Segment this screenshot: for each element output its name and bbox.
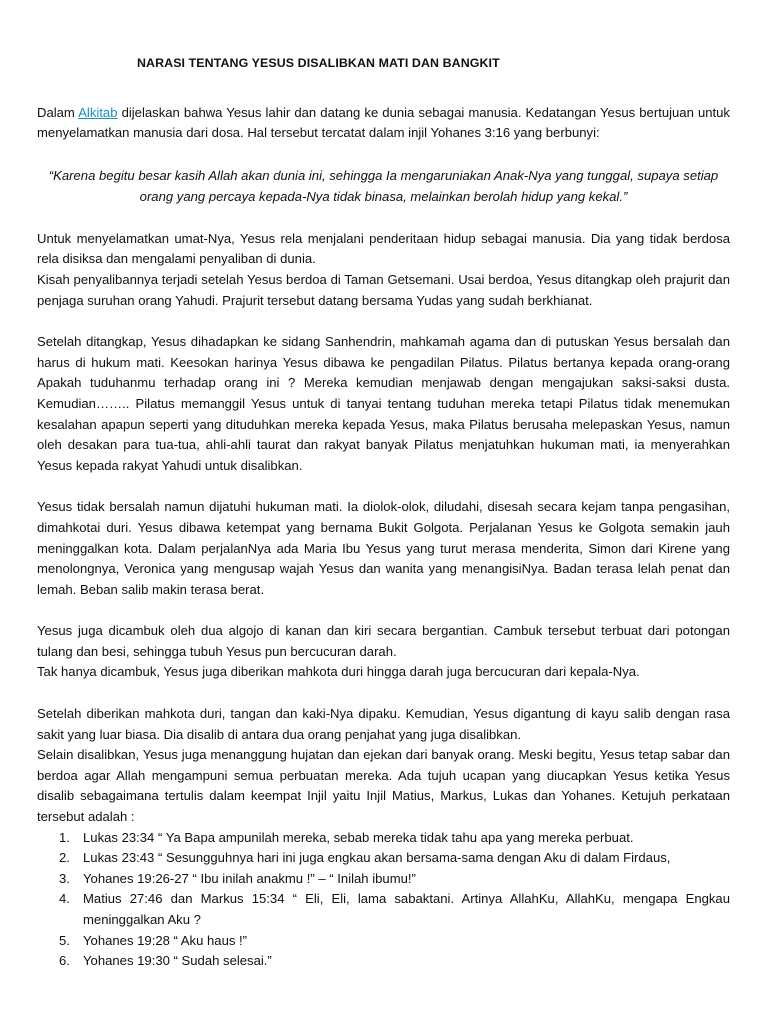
- intro-after-link: dijelaskan bahwa Yesus lahir dan datang ke dunia sebagai manusia. Kedatangan Yesus bertujuan untuk menyelamatkan manusia dari dosa. Hal tersebut tercatat dalam injil Yohanes 3:16 yang berbunyi:: [37, 104, 730, 141]
- paragraph-seven-sayings-intro: Selain disalibkan, Yesus juga menanggung hujatan dan ejekan dari banyak orang. Meski begitu, Yesus tetap sabar dan berdoa agar Allah mengampuni semua perbuatan mereka. Ada tujuh ucapan yang diucapkan Yesus ketika Yesus disalib sebagaimana tertulis dalam keempat Injil yaitu Injil Matius, Markus, Lukas dan Yohanes. Ketujuh perkataan tersebut adalah :: [37, 747, 730, 825]
- list-item: [59, 889, 730, 930]
- list-number: 5.: [59, 932, 70, 948]
- list-text: Lukas 23:43 “ Sesungguhnya hari ini juga engkau akan bersama-sama dengan Aku di dalam Firdaus,: [83, 850, 671, 866]
- list-item: [59, 848, 730, 869]
- list-text: Matius 27:46 dan Markus 15:34 “ Eli, Eli, lama sabaktani. Artinya AllahKu, AllahKu, mengapa Engkau meninggalkan Aku ?: [83, 891, 730, 927]
- john-3-16-quote: “Karena begitu besar kasih Allah akan dunia ini, sehingga Ia mengaruniakan Anak-Nya yang tunggal, supaya setiap orang yang percaya kepada-Nya tidak binasa, melainkan berolah hidup yang kekal.”: [48, 167, 719, 205]
- list-number: 3.: [59, 870, 70, 886]
- paragraph-suffering: Untuk menyelamatkan umat-Nya, Yesus rela menjalani penderitaan hidup sebagai manusia. Dia yang tidak berdosa rela disiksa dan mengalami penyaliban di dunia.: [37, 230, 730, 267]
- list-number: 1.: [59, 829, 70, 845]
- paragraph-crucifixion: Setelah diberikan mahkota duri, tangan dan kaki-Nya dipaku. Kemudian, Yesus digantung di kayu salib dengan rasa sakit yang luar biasa. Dia disalib di antara dua orang penjahat yang juga disalibkan.: [37, 706, 730, 742]
- list-item: [59, 951, 730, 972]
- list-number: 2.: [59, 850, 70, 866]
- intro-paragraph: [37, 103, 730, 144]
- paragraph-arrest: Kisah penyalibannya terjadi setelah Yesus berdoa di Taman Getsemani. Usai berdoa, Yesus ditangkap oleh prajurit dan penjaga suruhan orang Yahudi. Prajurit tersebut datang bersama Yudas yang sudah berkhianat.: [37, 271, 730, 308]
- list-text: Yohanes 19:28 “ Aku haus !”: [83, 932, 248, 948]
- list-text: Yohanes 19:26-27 “ Ibu inilah anakmu !” – “ Inilah ibumu!”: [83, 870, 416, 886]
- alkitab-link[interactable]: Alkitab: [78, 104, 118, 120]
- list-number: 4.: [59, 891, 70, 907]
- paragraph-crown-of-thorns: Tak hanya dicambuk, Yesus juga diberikan mahkota duri hingga darah juga bercucuran dari kepala-Nya.: [37, 664, 640, 680]
- list-number: 6.: [59, 953, 70, 969]
- list-text: Lukas 23:34 “ Ya Bapa ampunilah mereka, sebab mereka tidak tahu apa yang mereka perbuat.: [83, 829, 634, 845]
- seven-sayings-list: [37, 828, 730, 972]
- document-title: NARASI TENTANG YESUS DISALIBKAN MATI DAN BANGKIT: [137, 56, 500, 70]
- intro-before-link: Dalam: [37, 104, 79, 120]
- paragraph-golgotha: Yesus tidak bersalah namun dijatuhi hukuman mati. Ia diolok-olok, diludahi, disesah secara kejam tanpa pengasihan, dimahkotai duri. Yesus dibawa ketempat yang bernama Bukit Golgota. Perjalanan Yesus ke Golgota semakin jauh meninggalkan kota. Dalam perjalanNya ada Maria Ibu Yesus yang turut merasa menderita, Simon dari Kirene yang menolongnya, Veronica yang mengusap wajah Yesus dan wanita yang menangisiNya. Badan terasa lelah penat dan lemah. Beban salib makin terasa berat.: [37, 499, 730, 597]
- paragraph-trial: Setelah ditangkap, Yesus dihadapkan ke sidang Sanhendrin, mahkamah agama dan di putuskan Yesus bersalah dan harus di hukum mati. Keesokan harinya Yesus dibawa ke pengadilan Pilatus. Pilatus bertanya kepada orang-orang Apakah tuduhanmu terhadap orang ini ? Mereka kemudian menjawab dengan mengajukan saksi-saksi dusta. Kemudian…….. Pilatus memanggil Yesus untuk di tanyai tentang tuduhan mereka tetapi Pilatus tidak menemukan kesalahan apapun seperti yang dituduhkan mereka kepada Yesus, maka Pilatus berusaha melepaskan Yesus, namun oleh desakan para tua-tua, ahli-ahli taurat dan rakyat banyak Pilatus menjatuhkan hukuman mati, ia menyerahkan Yesus kepada rakyat Yahudi untuk disalibkan.: [37, 334, 730, 473]
- list-text: Yohanes 19:30 “ Sudah selesai.”: [83, 953, 272, 969]
- list-item: [59, 828, 730, 849]
- paragraph-scourging: Yesus juga dicambuk oleh dua algojo di kanan dan kiri secara bergantian. Cambuk tersebut terbuat dari potongan tulang dan besi, sehingga tubuh Yesus pun bercucuran darah.: [37, 623, 730, 659]
- list-item: [59, 869, 730, 890]
- list-item: [59, 931, 730, 952]
